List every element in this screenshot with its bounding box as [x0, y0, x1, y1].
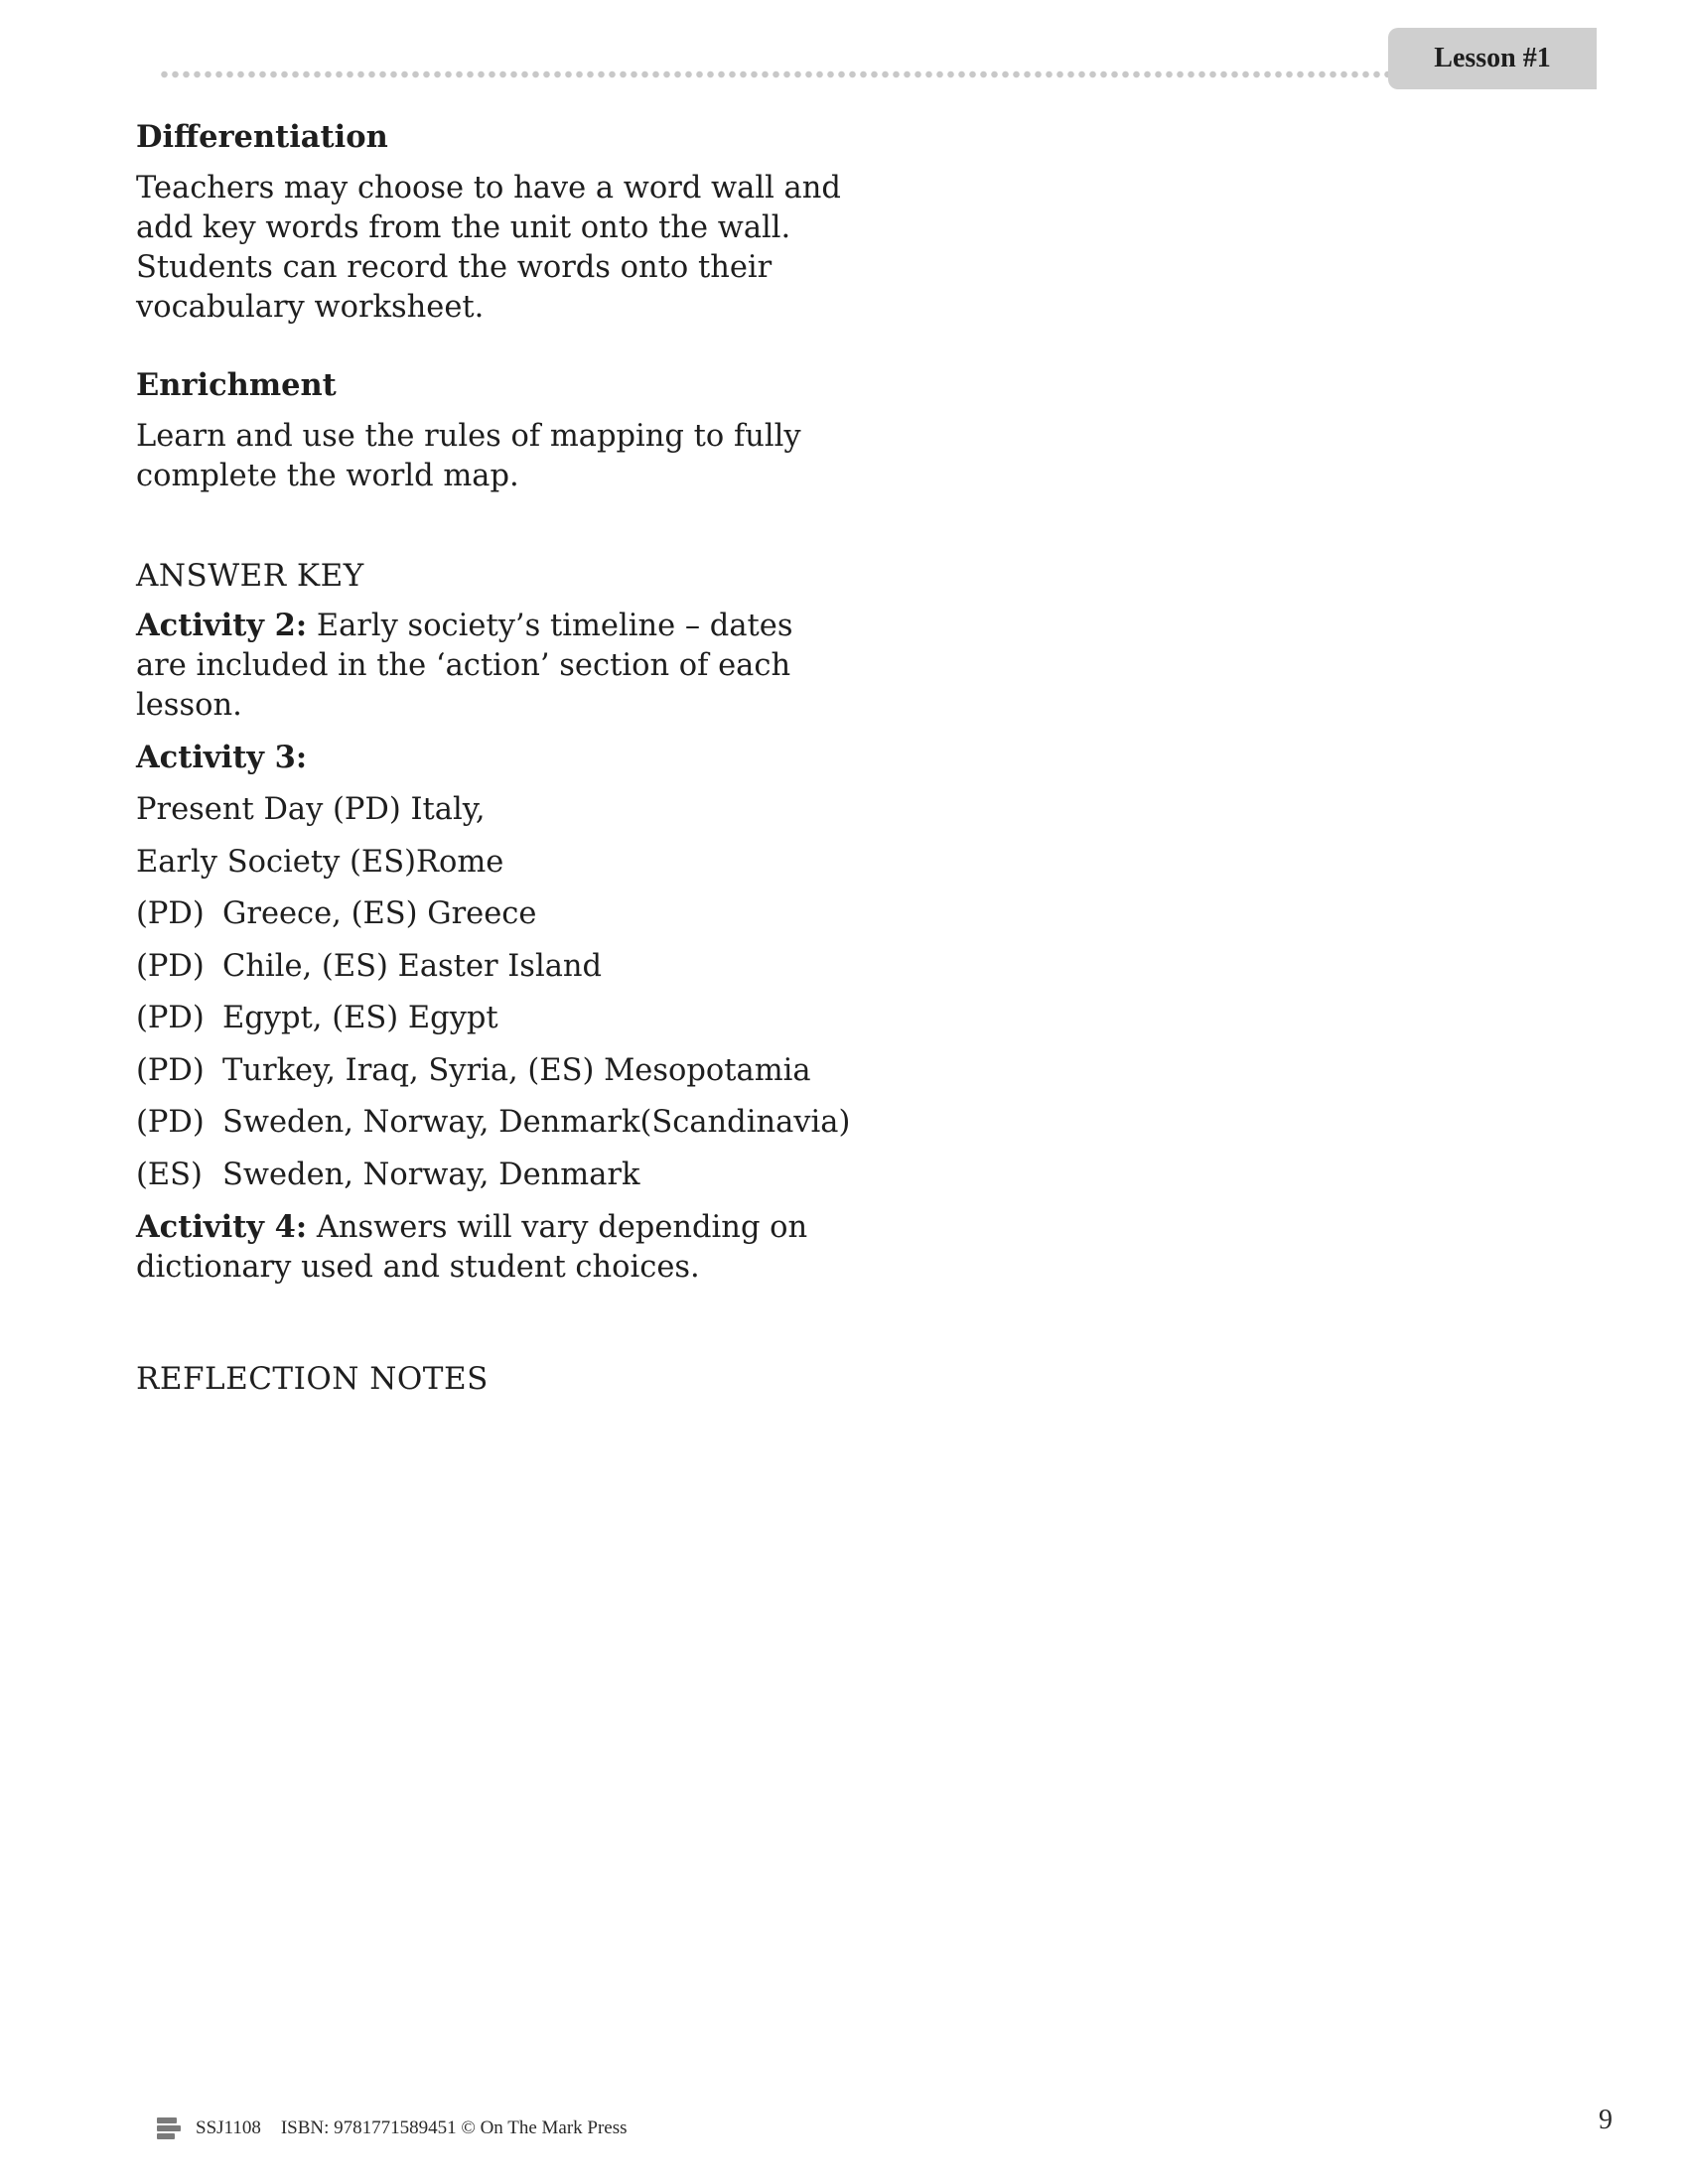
answer-line	[136, 999, 851, 1038]
answer-text: Present Day (PD) Italy,	[136, 792, 486, 827]
product-code: SSJ1108	[196, 2117, 261, 2138]
page-content	[136, 117, 851, 1409]
activity-4	[136, 1207, 851, 1288]
answer-line	[136, 1103, 851, 1143]
answer-tag: (PD)	[136, 948, 205, 984]
lesson-tab: Lesson #1	[1388, 28, 1597, 89]
answer-text: Early Society (ES)Rome	[136, 844, 504, 880]
answer-line	[136, 1051, 851, 1091]
answer-line	[136, 894, 851, 934]
answer-text: Greece, (ES) Greece	[222, 896, 537, 931]
activity-4-label: Activity 4:	[136, 1209, 308, 1245]
answer-line	[136, 947, 851, 987]
answer-line	[136, 790, 851, 830]
answer-tag: (ES)	[136, 1157, 203, 1192]
activity-2	[136, 606, 851, 726]
page-footer	[156, 2116, 628, 2141]
activity-4-text: Answers will vary depending on dictionary used and student choices.	[136, 1210, 808, 1285]
answer-text: Sweden, Norway, Denmark	[222, 1157, 640, 1192]
answer-text: Chile, (ES) Easter Island	[222, 948, 603, 984]
answer-text: Egypt, (ES) Egypt	[222, 1001, 498, 1035]
answer-line	[136, 843, 851, 883]
publisher-logo-icon	[156, 2116, 182, 2141]
differentiation-body: Teachers may choose to have a word wall and add key words from the unit onto the wall. Students can record the words onto their vocabulary worksheet.	[136, 171, 841, 325]
answer-tag: (PD)	[136, 896, 205, 931]
activity-3	[136, 738, 851, 778]
answer-line	[136, 1156, 851, 1195]
answer-text: Turkey, Iraq, Syria, (ES) Mesopotamia	[222, 1052, 811, 1088]
answer-key-heading: ANSWER KEY	[136, 558, 364, 594]
isbn-copyright: ISBN: 9781771589451 © On The Mark Press	[280, 2117, 628, 2138]
answer-text: Sweden, Norway, Denmark(Scandinavia)	[222, 1105, 851, 1140]
answer-tag: (PD)	[136, 1105, 205, 1140]
answer-tag: (PD)	[136, 1001, 205, 1035]
reflection-notes-heading: REFLECTION NOTES	[136, 1361, 489, 1397]
activity-2-label: Activity 2:	[136, 608, 308, 643]
activity-3-label: Activity 3:	[136, 740, 308, 775]
enrichment-body: Learn and use the rules of mapping to fully complete the world map.	[136, 419, 801, 493]
header-dotted-rule	[159, 70, 1390, 78]
differentiation-heading: Differentiation	[136, 119, 388, 155]
activity-2-text: Early society’s timeline – dates are included in the ‘action’ section of each lesson.	[136, 609, 793, 723]
answer-tag: (PD)	[136, 1052, 205, 1088]
enrichment-heading: Enrichment	[136, 367, 337, 403]
page-number: 9	[1599, 2105, 1613, 2135]
